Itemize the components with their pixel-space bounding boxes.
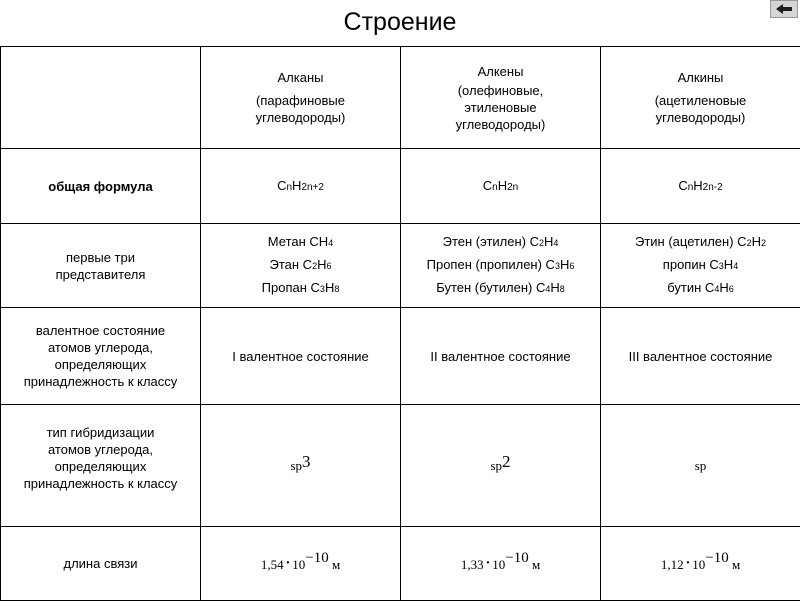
header-alkanes <box>201 47 401 149</box>
formula-row <box>1 149 800 224</box>
formula-alkynes: CnH2n-2 <box>601 149 800 224</box>
header-desc: (олефиновые, <box>405 82 596 99</box>
representatives-row <box>1 224 800 308</box>
compound-line: бутин C4H6 <box>605 277 796 300</box>
row-label-valence: валентное состояние атомов углерода, определяющих принадлежность к классу <box>1 308 201 405</box>
header-desc: (ацетиленовые <box>605 92 796 109</box>
back-button[interactable] <box>770 0 798 18</box>
bond-length-alkanes: $1,54\cdot 10^{-10}$ м <box>201 527 401 601</box>
formula-alkenes: CnH2n <box>401 149 601 224</box>
formula-alkanes: CnH2n+2 <box>201 149 401 224</box>
header-desc: углеводороды) <box>205 109 396 126</box>
header-desc: (парафиновые <box>205 92 396 109</box>
compound-line: Этан C2H6 <box>205 254 396 277</box>
compound-line: Метан CH4 <box>205 231 396 254</box>
header-name: Алкины <box>605 69 796 86</box>
representatives-alkenes <box>401 224 601 308</box>
hybridization-alkynes: sp <box>601 405 800 527</box>
compound-line: Пропен (пропилен) C3H6 <box>405 254 596 277</box>
compound-line: Бутен (бутилен) C4H8 <box>405 277 596 300</box>
valence-row <box>1 308 800 405</box>
row-label-formula: общая формула <box>1 149 201 224</box>
compound-line: Пропан C3H8 <box>205 277 396 300</box>
valence-alkynes: III валентное состояние <box>601 308 800 405</box>
header-alkenes <box>401 47 601 149</box>
comparison-table <box>0 46 800 601</box>
hybridization-row <box>1 405 800 527</box>
bond-length-alkynes: $1,12\cdot 10^{-10}$ м <box>601 527 800 601</box>
representatives-alkynes <box>601 224 800 308</box>
compound-line: Этен (этилен) C2H4 <box>405 231 596 254</box>
row-label-bond-length: длина связи <box>1 527 201 601</box>
bond-length-alkenes: $1,33\cdot 10^{-10}$ м <box>401 527 601 601</box>
valence-alkenes: II валентное состояние <box>401 308 601 405</box>
header-alkynes <box>601 47 800 149</box>
header-name: Алканы <box>205 69 396 86</box>
header-name: Алкены <box>405 63 596 80</box>
row-label-hybridization: тип гибридизации атомов углерода, определяющих принадлежность к классу <box>1 405 201 527</box>
bond-length-row <box>1 527 800 601</box>
compound-line: Этин (ацетилен) C2H2 <box>605 231 796 254</box>
representatives-alkanes <box>201 224 401 308</box>
header-desc: углеводороды) <box>405 116 596 133</box>
header-row <box>1 47 800 149</box>
hybridization-alkenes: $sp^2$ <box>401 405 601 527</box>
back-arrow-icon <box>776 4 792 14</box>
page-title: Строение <box>0 6 800 38</box>
row-label-representatives: первые три представителя <box>1 224 201 308</box>
header-empty-cell <box>1 47 201 149</box>
hybridization-alkanes: $sp^3$ <box>201 405 401 527</box>
compound-line: пропин C3H4 <box>605 254 796 277</box>
header-desc: этиленовые <box>405 99 596 116</box>
header-desc: углеводороды) <box>605 109 796 126</box>
valence-alkanes: I валентное состояние <box>201 308 401 405</box>
